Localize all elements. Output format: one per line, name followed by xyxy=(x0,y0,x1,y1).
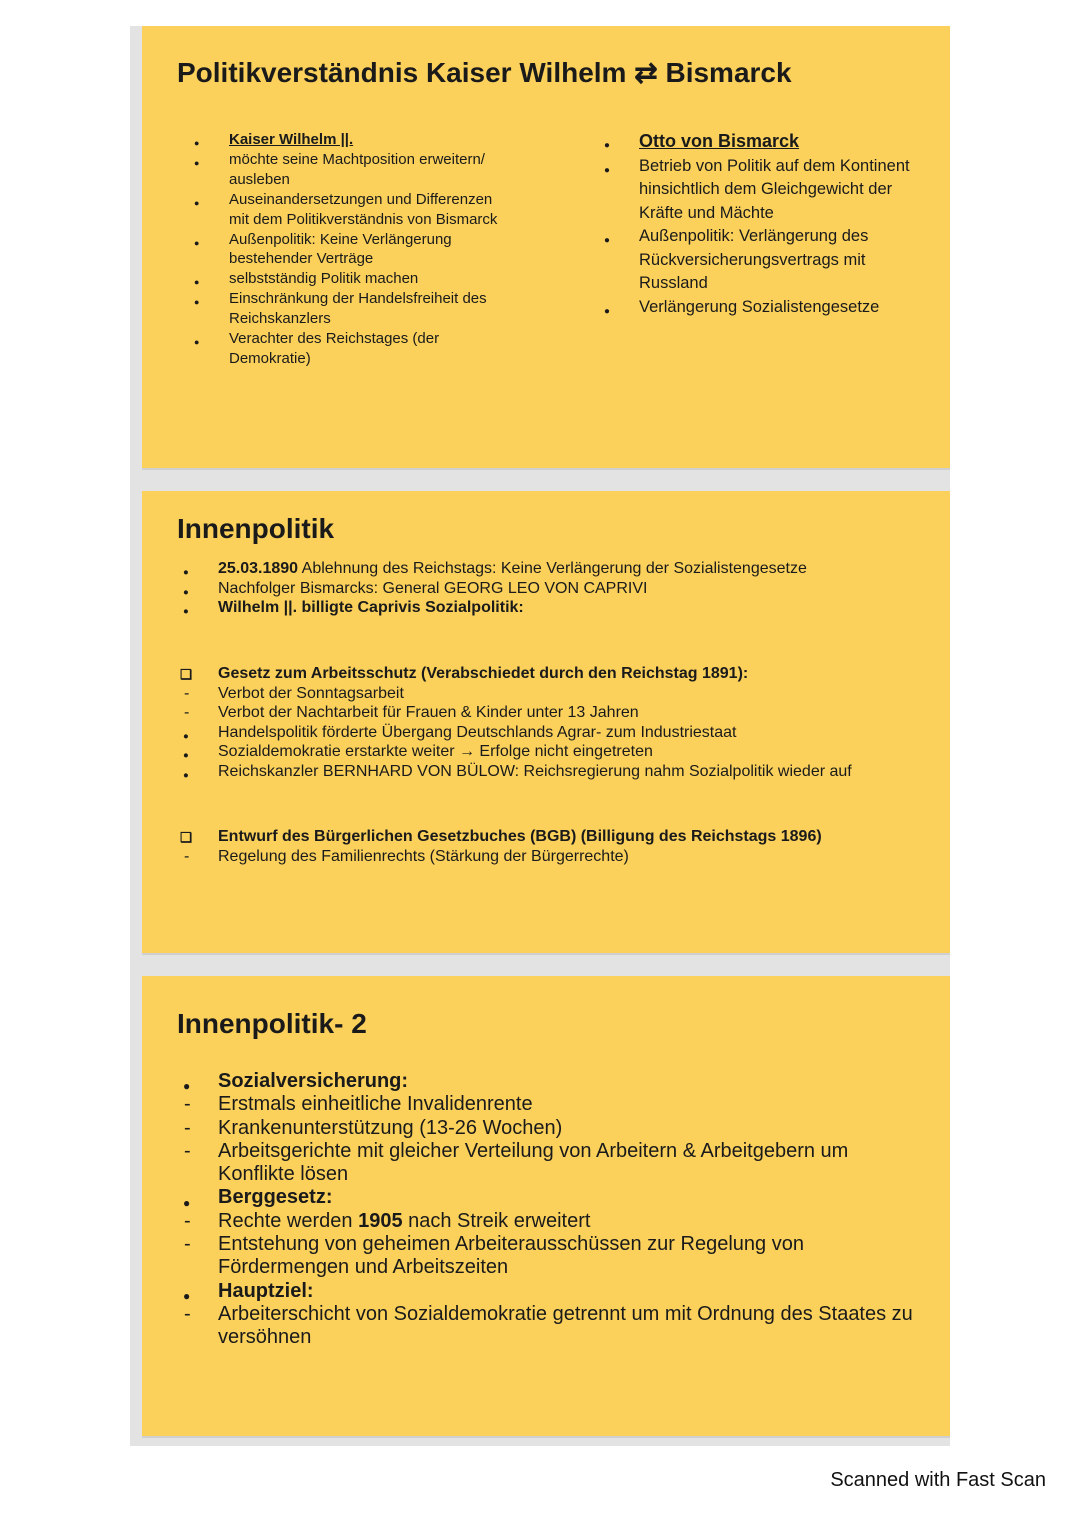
list-item: - Erstmals einheitliche Invalidenrente xyxy=(177,1093,917,1116)
list-heading: ● Kaiser Wilhelm ||. xyxy=(188,130,503,150)
list-item: ● Reichskanzler BERNHARD VON BÜLOW: Reichsregierung nahm Sozialpolitik wieder auf xyxy=(177,762,937,782)
bgb-list xyxy=(177,827,937,866)
list-item: ● Nachfolger Bismarcks: General GEORG LEO VON CAPRIVI xyxy=(177,579,917,599)
list-item: - Verbot der Sonntagsarbeit xyxy=(177,684,937,704)
list-item: - Arbeiterschicht von Sozialdemokratie getrennt um mit Ordnung des Staates zu versöhnen xyxy=(177,1303,917,1350)
arbeitsschutz-list xyxy=(177,664,937,781)
list-heading: ● Berggesetz: xyxy=(177,1186,917,1209)
list-item: ● Einschränkung der Handelsfreiheit des Reichskanzlers xyxy=(188,289,503,329)
list-item: ● selbstständig Politik machen xyxy=(188,269,503,289)
list-item: - Arbeitsgerichte mit gleicher Verteilung von Arbeitern & Arbeitgebern um Konflikte lösen xyxy=(177,1140,917,1187)
list-item: - Krankenunterstützung (13-26 Wochen) xyxy=(177,1117,917,1140)
list-item: ● Wilhelm ||. billigte Caprivis Sozialpolitik: xyxy=(177,598,917,618)
list-item: ● Betrieb von Politik auf dem Kontinent hinsichtlich dem Gleichgewicht der Kräfte und Mächte xyxy=(598,155,928,226)
slide-politikverstaendnis xyxy=(142,26,950,468)
list-item: ● Handelspolitik förderte Übergang Deutschlands Agrar- zum Industriestaat xyxy=(177,723,937,743)
list-item: ● möchte seine Machtposition erweitern/ ausleben xyxy=(188,150,503,190)
list-item: - Rechte werden 1905 nach Streik erweitert xyxy=(177,1210,917,1233)
list-item: ● Verachter des Reichstages (der Demokratie) xyxy=(188,329,503,369)
list-item: ● Auseinandersetzungen und Differenzen mit dem Politikverständnis von Bismarck xyxy=(188,190,503,230)
list-item: ● 25.03.1890 Ablehnung des Reichstags: Keine Verlängerung der Sozialistengesetze xyxy=(177,559,917,579)
scanner-watermark: Scanned with Fast Scan xyxy=(830,1469,1046,1491)
list-item: - Entstehung von geheimen Arbeiterausschüssen zur Regelung von Fördermengen und Arbeitszeiten xyxy=(177,1233,917,1280)
bismarck-list xyxy=(598,130,928,319)
slide-innenpolitik xyxy=(142,491,950,953)
checkbox-heading: ❏ Entwurf des Bürgerlichen Gesetzbuches (BGB) (Billigung des Reichstags 1896) xyxy=(177,827,937,847)
list-item: ● Verlängerung Sozialistengesetze xyxy=(598,296,928,320)
list-item: ● Sozialdemokratie erstarkte weiter → Erfolge nicht eingetreten xyxy=(177,742,937,762)
checkbox-heading: ❏ Gesetz zum Arbeitsschutz (Verabschiedet durch den Reichstag 1891): xyxy=(177,664,937,684)
list-item: ● Außenpolitik: Verlängerung des Rückversicherungsvertrags mit Russland xyxy=(598,225,928,296)
intro-list xyxy=(177,559,917,618)
slide-title: Politikverständnis Kaiser Wilhelm ⇄ Bismarck xyxy=(177,57,792,88)
list-item: - Regelung des Familienrechts (Stärkung der Bürgerrechte) xyxy=(177,847,937,867)
slide-innenpolitik-2 xyxy=(142,976,950,1436)
slide-title: Innenpolitik xyxy=(177,513,335,544)
list-item: - Verbot der Nachtarbeit für Frauen & Kinder unter 13 Jahren xyxy=(177,703,937,723)
list-item: ● Außenpolitik: Keine Verlängerung bestehender Verträge xyxy=(188,230,503,270)
list-heading: ● Sozialversicherung: xyxy=(177,1070,917,1093)
innenpolitik-2-list xyxy=(177,1070,917,1350)
list-heading: ● Otto von Bismarck xyxy=(598,130,928,155)
slide-title: Innenpolitik- 2 xyxy=(177,1008,367,1039)
kaiser-wilhelm-list xyxy=(188,130,503,369)
list-heading: ● Hauptziel: xyxy=(177,1280,917,1303)
